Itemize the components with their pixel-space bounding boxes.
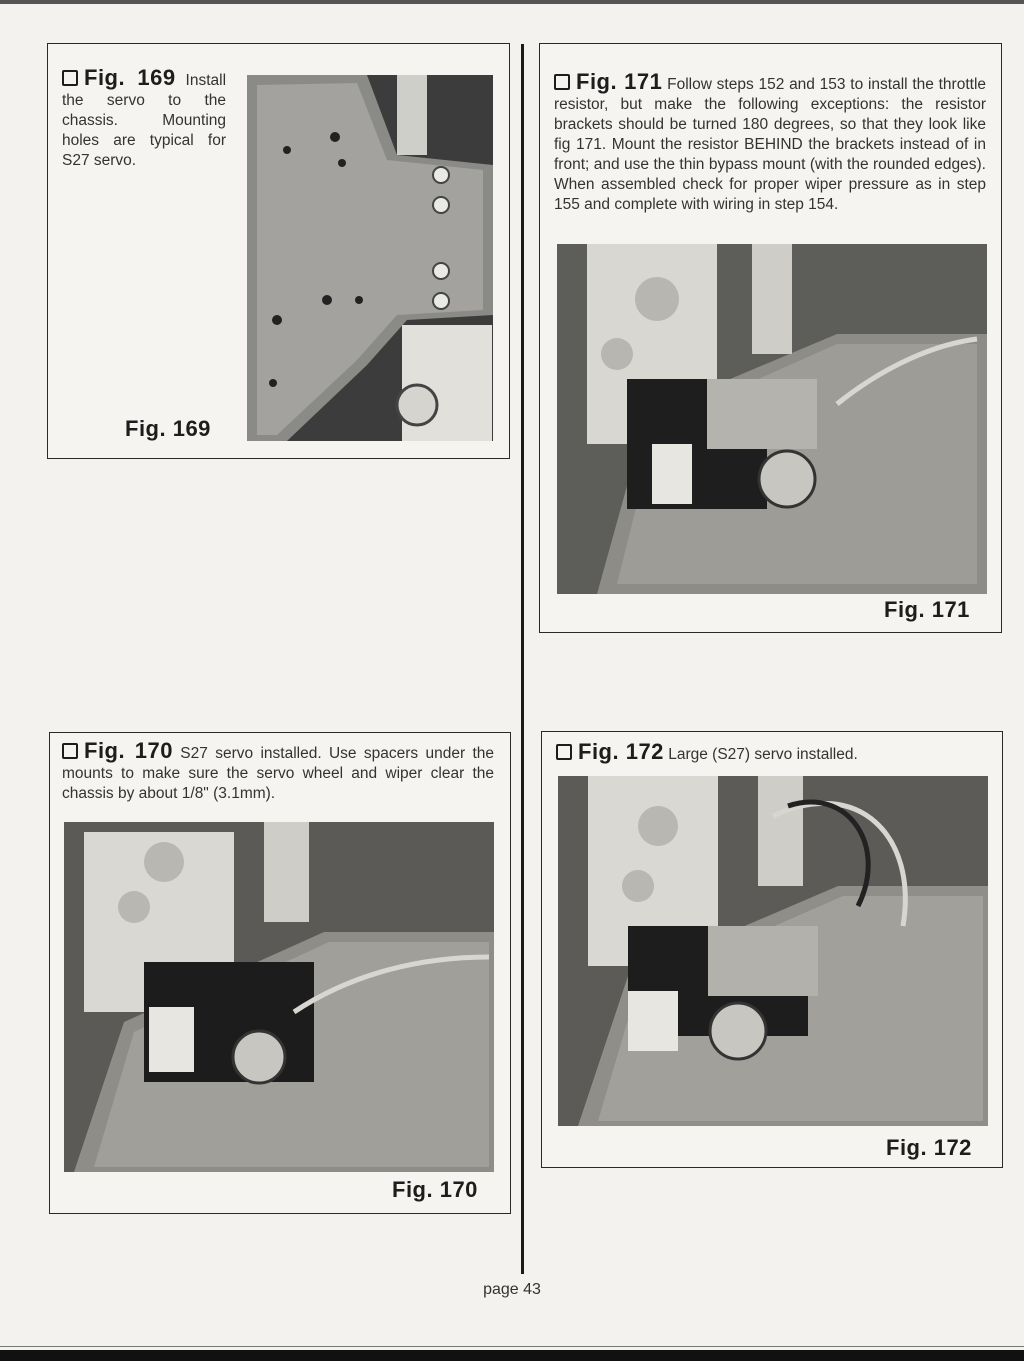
checkbox-icon[interactable]	[62, 743, 78, 759]
figure-171-text: Follow steps 152 and 153 to install the throttle resistor, but make the following exceptions: the resistor brackets should be turned 180 degrees, so that they look like fig 171. Mount the resistor BEHIND the brackets instead of in front; and use the thin bypass mount (with the rounded edges). When assembled check for proper wiper pressure as in step 155 and complete with wiring in step 154.	[554, 76, 987, 213]
figure-172-heading: Fig. 172	[578, 739, 664, 764]
checkbox-icon[interactable]	[554, 74, 570, 90]
figure-171-photo	[557, 244, 987, 594]
figure-171-box	[539, 43, 1002, 633]
checkbox-icon[interactable]	[62, 70, 78, 86]
figure-171-caption	[554, 69, 987, 215]
top-rule	[0, 0, 1024, 4]
figure-171-heading: Fig. 171	[576, 69, 663, 94]
bottom-line	[0, 1346, 1024, 1347]
figure-170-label: Fig. 170	[392, 1177, 478, 1202]
figure-169-heading: Fig. 169	[84, 65, 176, 90]
figure-172-label: Fig. 172	[886, 1135, 972, 1160]
figure-172-text: Large (S27) servo installed.	[668, 746, 858, 763]
figure-169-photo	[247, 75, 493, 441]
figure-169-box	[47, 43, 510, 459]
figure-172-caption	[556, 739, 988, 765]
figure-170-photo	[64, 822, 494, 1172]
column-divider	[521, 44, 524, 1274]
figure-170-heading: Fig. 170	[84, 738, 173, 763]
checkbox-icon[interactable]	[556, 744, 572, 760]
figure-169-text: Install the servo to the chassis. Mounting holes are typical for S27 servo.	[62, 72, 227, 169]
figure-172-box	[541, 731, 1003, 1168]
figure-171-label: Fig. 171	[884, 597, 970, 622]
figure-169-caption	[62, 65, 227, 171]
bottom-band	[0, 1350, 1024, 1361]
figure-169-label: Fig. 169	[125, 416, 211, 441]
figure-172-photo	[558, 776, 988, 1126]
figure-170-box	[49, 732, 511, 1214]
figure-170-text: S27 servo installed. Use spacers under the mounts to make sure the servo wheel and wiper clear the chassis by about 1/8" (3.1mm).	[62, 745, 494, 802]
page-number: page 43	[483, 1281, 541, 1298]
figure-170-caption	[62, 738, 494, 804]
